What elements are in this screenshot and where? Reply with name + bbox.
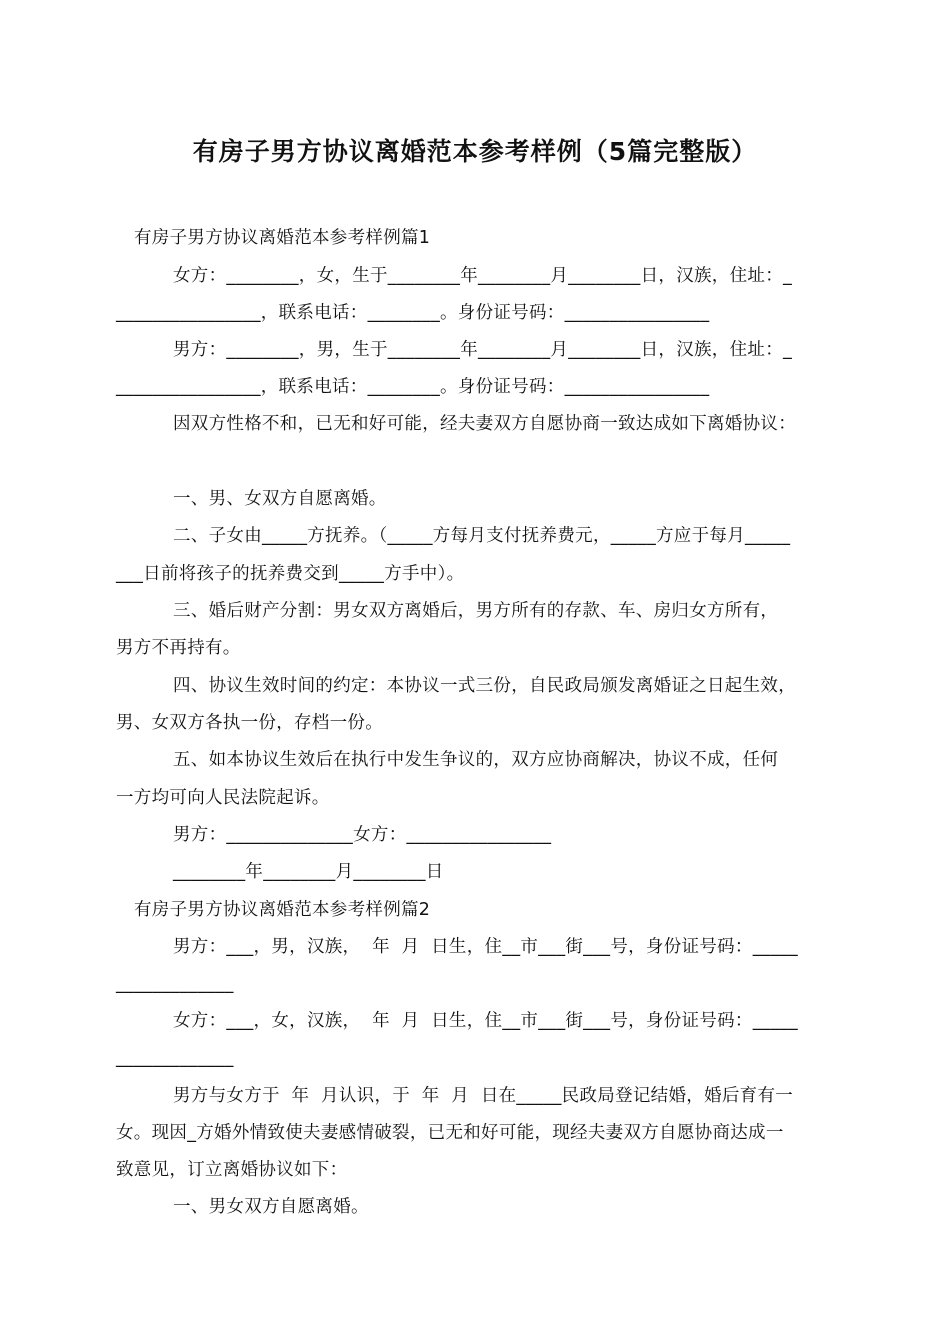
paragraph-line: 三、婚后财产分割：男女双方离婚后，男方所有的存款、车、房归女方所有， [173, 601, 779, 621]
paragraph-line: 女方：___，女，汉族， 年 月 日生，住__市___街___号，身份证号码：_____ [173, 1011, 798, 1031]
paragraph-line: 女方：________，女，生于________年________月________日，汉族，住址：_ [173, 266, 793, 286]
section-heading-1: 有房子男方协议离婚范本参考样例篇1 [134, 228, 431, 248]
paragraph-line: 五、如本协议生效后在执行中发生争议的，双方应协商解决，协议不成，任何 [173, 750, 779, 770]
paragraph-line: 致意见，订立离婚协议如下： [116, 1160, 348, 1180]
signature-line: 男方：______________女方：________________ [173, 825, 552, 845]
paragraph-line: 一、男、女双方自愿离婚。 [173, 489, 387, 509]
paragraph-line: _____________ [116, 974, 234, 994]
paragraph-line: ___日前将孩子的抚养费交到_____方手中）。 [116, 564, 465, 584]
paragraph-line: ________________，联系电话：________。身份证号码：________________ [116, 377, 710, 397]
paragraph-line: 因双方性格不和，已无和好可能，经夫妻双方自愿协商一致达成如下离婚协议： [173, 414, 796, 434]
paragraph-line: 男方不再持有。 [116, 638, 241, 658]
paragraph-line: 男方与女方于 年 月认识，于 年 月 日在_____民政局登记结婚，婚后育有一 [173, 1086, 794, 1106]
paragraph-line: ________________，联系电话：________。身份证号码：________________ [116, 303, 710, 323]
paragraph-line: _____________ [116, 1048, 234, 1068]
section-heading-2: 有房子男方协议离婚范本参考样例篇2 [134, 900, 431, 920]
date-line: ________年________月________日 [173, 862, 444, 882]
paragraph-line: 一、男女双方自愿离婚。 [173, 1197, 369, 1217]
paragraph-line: 女。现因_方婚外情致使夫妻感情破裂，已无和好可能，现经夫妻双方自愿协商达成一 [116, 1123, 784, 1143]
paragraph-line: 一方均可向人民法院起诉。 [116, 788, 330, 808]
paragraph-line: 男、女双方各执一份，存档一份。 [116, 713, 383, 733]
document-title: 有房子男方协议离婚范本参考样例（5篇完整版） [192, 137, 758, 166]
paragraph-line: 二、子女由_____方抚养。（_____方每月支付抚养费元，_____方应于每月_____ [173, 526, 791, 546]
paragraph-line: 男方：___，男，汉族， 年 月 日生，住__市___街___号，身份证号码：_____ [173, 937, 798, 957]
paragraph-line: 四、协议生效时间的约定：本协议一式三份，自民政局颁发离婚证之日起生效， [173, 676, 796, 696]
paragraph-line: 男方：________，男，生于________年________月________日，汉族，住址：_ [173, 340, 793, 360]
